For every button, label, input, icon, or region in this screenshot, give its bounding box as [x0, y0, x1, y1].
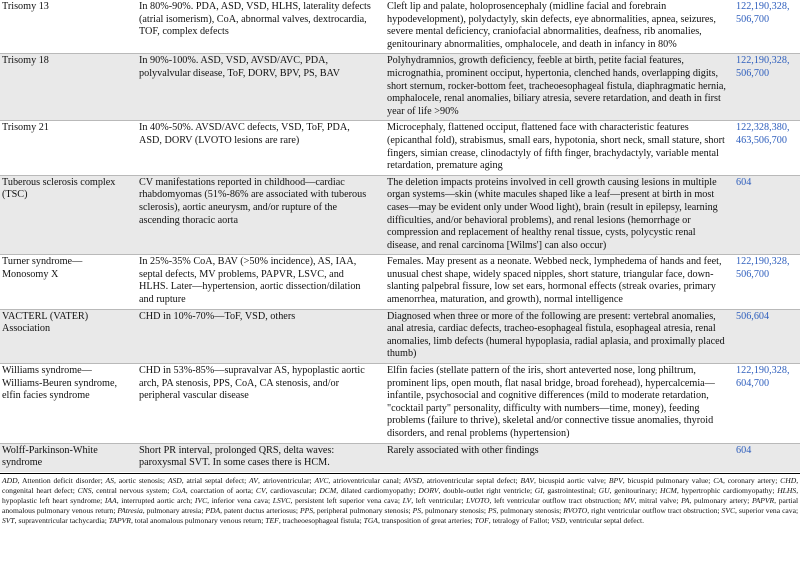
abbreviation-term: AVC: [314, 475, 329, 485]
abbreviation-definition: interrupted aortic arch: [121, 495, 191, 505]
abbreviation-term: IAA: [104, 495, 117, 505]
abbreviation-term: SVC: [721, 506, 736, 516]
syndrome-cell: Trisomy 18: [0, 54, 130, 121]
abbreviation-definition: hypoplastic left heart syndrome: [2, 495, 101, 505]
abbreviation-term: TOF: [474, 516, 489, 526]
abbreviation-definition: dilated cardiomyopathy: [340, 485, 414, 495]
abbreviation-term: ADD: [2, 475, 18, 485]
table-row: [0, 121, 800, 175]
syndrome-cell: VACTERL (VATER) Association: [0, 309, 130, 363]
abbreviation-definition: ventricular septal defect: [569, 516, 643, 526]
references-cell[interactable]: 604: [732, 443, 800, 472]
cardiovascular-cell: CHD in 53%-85%—supravalvar AS, hypoplastic aortic arch, PA stenosis, PPS, CoA, CA stenosis, and/or peripheral vascular disease: [139, 365, 365, 402]
abbreviation-term: BPV: [608, 475, 623, 485]
abbreviation-term: PPS: [299, 506, 314, 516]
noncardiac-findings-cell: Rarely associated with other findings: [377, 443, 732, 472]
syndrome-cell: Williams syndrome—Williams-Beuren syndrome, elfin facies syndrome: [2, 365, 118, 402]
abbreviation-term: LV: [402, 495, 412, 505]
abbreviation-definition: patent ductus arteriosus: [224, 506, 296, 516]
abbreviation-term: GU: [598, 485, 610, 495]
abbreviation-definition: congenital heart defect: [2, 485, 73, 495]
references-cell[interactable]: 122,328,380, 463,506,700: [736, 122, 790, 146]
abbreviation-term: CoA: [172, 485, 186, 495]
abbreviation-definition: left ventricular: [415, 495, 462, 505]
abbreviation-term: PDA: [205, 506, 221, 516]
cardiovascular-cell: In 80%-90%. PDA, ASD, VSD, HLHS, laterality defects (atrial isomerism), CoA, abnormal valves, dextrocardia, TOF, complex defects: [139, 1, 371, 38]
abbreviation-definition: Attention deficit disorder: [21, 475, 101, 485]
cardiovascular-cell: In 90%-100%. ASD, VSD, AVSD/AVC, PDA, polyvalvular disease, ToF, DORV, BPV, PS, BAV: [130, 54, 377, 121]
syndrome-cell: Turner syndrome—Monosomy X: [2, 256, 83, 280]
table-row: [0, 54, 800, 121]
references-cell[interactable]: 122,190,328, 506,700: [732, 54, 800, 121]
references-cell[interactable]: 122,190,328, 506,700: [736, 256, 790, 280]
abbreviation-term: TEF: [265, 516, 279, 526]
references-cell[interactable]: 122,190,328, 604,700: [736, 365, 790, 389]
abbreviation-term: PA: [681, 495, 690, 505]
abbreviation-definition: pulmonary artery: [693, 495, 748, 505]
cardiovascular-cell: CV manifestations reported in childhood—cardiac rhabdomyomas (51%-86% are associated with tuberous sclerosis), aortic aneurysm, and/or rupture of the ascending thoracic aorta: [130, 175, 377, 255]
abbreviation-term: PS: [412, 506, 422, 516]
abbreviation-definition: bicuspid aortic valve: [538, 475, 604, 485]
abbreviation-definition: partial anomalous pulmonary venous return: [2, 495, 799, 516]
abbreviation-term: CV: [255, 485, 266, 495]
abbreviation-definition: central nervous system: [96, 485, 168, 495]
abbreviation-term: CHD: [780, 475, 797, 485]
table-row: [0, 175, 800, 255]
noncardiac-findings-cell: Females. May present as a neonate. Webbed neck, lymphedema of hands and feet, unusual chest shape, widely spaced nipples, short stature, triangular face, down-slanting palpebral fissure, low set ears, hormonal effects (streak ovaries, primary amenorrhea, maturation, and growth), normal intelligence: [387, 256, 722, 306]
abbreviation-term: PAPVR: [751, 495, 775, 505]
abbreviation-term: AS: [105, 475, 114, 485]
noncardiac-findings-cell: The deletion impacts proteins involved in cell growth causing lesions in multiple organ systems—skin (white macules shaped like a leaf—present at birth in most cases—may be evident only under Wood light), brain (result in epilepsy, learning difficulties, and/or behavioral problems), and renal lesions (hemorrhage or compression and replacement of healthy renal tissue, cysts, polycystic renal disease, and renal carcinoma [Wilms'] can also occur): [377, 175, 732, 255]
abbreviation-term: DCM: [319, 485, 337, 495]
abbreviation-definition: atrioventricular: [262, 475, 310, 485]
abbreviation-term: IVC: [194, 495, 208, 505]
noncardiac-findings-cell: Polyhydramnios, growth deficiency, feeble at birth, petite facial features, micrognathia, prominent occiput, hypertonia, clenched hands, overlapping digits, short sternum, rocker-bottom feet, tracheoesophageal fistula, diaphragmatic hernia, omphalocele, renal anomalies, biliary atresia, severe retardation, and death in first year of life >90%: [377, 54, 732, 121]
noncardiac-findings-cell: Microcephaly, flattened occiput, flattened face with characteristic features (epicanthal fold), strabismus, small ears, hypotonia, short neck, small stature, short fingers, simian crease, clinodactyly of fifth finger, brachydactyly, variable mental retardation, premature aging: [387, 122, 725, 172]
abbreviation-term: VSD: [551, 516, 566, 526]
abbreviation-term: PAtresia: [117, 506, 143, 516]
abbreviation-definition: pulmonary stenosis: [500, 506, 560, 516]
abbreviation-definition: genitourinary: [614, 485, 656, 495]
syndrome-cell: Tuberous sclerosis complex (TSC): [0, 175, 130, 255]
table-row: [0, 364, 800, 444]
abbreviation-definition: hypertrophic cardiomyopathy: [681, 485, 773, 495]
abbreviation-definition: tracheoesophageal fistula: [282, 516, 360, 526]
abbreviation-definition: atrioventricular septal defect: [426, 475, 516, 485]
abbreviation-term: LVOTO: [466, 495, 490, 505]
abbreviation-term: CNS: [77, 485, 92, 495]
abbreviation-definition: double-outlet right ventricle: [443, 485, 530, 495]
abbreviation-term: HCM: [660, 485, 677, 495]
abbreviation-definition: total anomalous pulmonary venous return: [134, 516, 262, 526]
references-cell[interactable]: 604: [732, 175, 800, 255]
abbreviation-term: AVSD: [403, 475, 422, 485]
abbreviation-term: RVOTO: [563, 506, 588, 516]
table-row: [0, 443, 800, 472]
references-cell[interactable]: 506,604: [732, 309, 800, 363]
abbreviation-term: GI: [534, 485, 543, 495]
references-cell[interactable]: 122,190,328, 506,700: [736, 1, 790, 25]
abbreviation-term: LSVC: [272, 495, 291, 505]
abbreviation-definition: bicuspid pulmonary value: [627, 475, 709, 485]
abbreviation-term: PS: [487, 506, 497, 516]
table-row: [0, 0, 800, 54]
abbreviation-definition: coronary artery: [727, 475, 776, 485]
cardiovascular-cell: Short PR interval, prolonged QRS, delta waves: paroxysmal SVT. In some cases there is HCM.: [130, 443, 377, 472]
abbreviation-definition: gastrointestinal: [547, 485, 594, 495]
abbreviation-definition: supraventricular tachycardia: [18, 516, 105, 526]
abbreviation-definition: pulmonary atresia: [146, 506, 202, 516]
abbreviation-term: BAV: [520, 475, 534, 485]
noncardiac-findings-cell: Diagnosed when three or more of the following are present: vertebral anomalies, anal atresia, cardiac defects, tracheo-esophageal fistula, esophageal atresia, renal anomalies, limb defects (humeral hypoplasia, radial aplasia, and proximally placed thumb): [377, 309, 732, 363]
abbreviation-definition: pulmonary stenosis: [424, 506, 484, 516]
abbreviation-term: DORV: [418, 485, 439, 495]
table-row: [0, 309, 800, 363]
noncardiac-findings-cell: Elfin facies (stellate pattern of the iris, short anteverted nose, long philtrum, prominent lips, open mouth, flat nasal bridge, broad forehead), hypercalcemia—infantile, psychosocial and cognitive differences (mild to moderate retardation, "cocktail party" personality, difficulty with numbers—time, money), feeding problems (failure to thrive), skeletal and/or connective tissue anomalies, thyroid disorders, and renal problems (hypertension): [387, 365, 715, 439]
abbreviation-definition: persistent left superior vena cava: [294, 495, 398, 505]
cardiovascular-cell: In 40%-50%. AVSD/AVC defects, VSD, ToF, PDA, ASD, DORV (LVOTO lesions are rare): [139, 122, 350, 146]
abbreviation-definition: right ventricular outflow tract obstruction: [591, 506, 718, 516]
abbreviation-definition: atrial septal defect: [186, 475, 245, 485]
abbreviation-definition: cardiovascular: [270, 485, 315, 495]
table-row: [0, 255, 800, 309]
abbreviation-term: CA: [713, 475, 723, 485]
abbreviation-definition: inferior vena cava: [211, 495, 268, 505]
abbreviation-term: ASD: [167, 475, 182, 485]
table-bottom-rule: [0, 473, 800, 474]
abbreviation-definition: peripheral pulmonary stenosis: [316, 506, 409, 516]
abbreviation-definition: tetralogy of Fallot: [492, 516, 548, 526]
abbreviations-footnote: ADD, Attention deficit disorder; AS, aortic stenosis; ASD, atrial septal defect; AV, atrioventricular; AVC, atrioventricular canal; AVSD, atrioventricular septal defect; BAV, bicuspid aortic valve; BPV, bicuspid pulmonary value; CA, coronary artery; CHD, congenital heart defect; CNS, central nervous system; CoA, coarctation of aorta; CV, cardiovascular; DCM, dilated cardiomyopathy; DORV, double-outlet right ventricle; GI, gastrointestinal; GU, genitourinary; HCM, hypertrophic cardiomyopathy; HLHS, hypoplastic left heart syndrome; IAA, interrupted aortic arch; IVC, inferior vena cava; LSVC, persistent left superior vena cava; LV, left ventricular; LVOTO, left ventricular outflow tract obstruction; MV, mitral valve; PA, pulmonary artery; PAPVR, partial anomalous pulmonary venous return; PAtresia, pulmonary atresia; PDA, patent ductus arteriosus; PPS, peripheral pulmonary stenosis; PS, pulmonary stenosis; PS, pulmonary stenosis; RVOTO, right ventricular outflow tract obstruction; SVC, superior vena cava; SVT, supraventricular tachycardia; TAPVR, total anomalous pulmonary venous return; TEF, tracheoesophageal fistula; TGA, transposition of great arteries; TOF, tetralogy of Fallot; VSD, ventricular septal defect.: [2, 475, 799, 526]
abbreviation-definition: transposition of great arteries: [381, 516, 471, 526]
syndrome-cell: Trisomy 13: [2, 1, 49, 12]
abbreviation-term: SVT: [2, 516, 15, 526]
syndrome-cell: Wolff-Parkinson-White syndrome: [0, 443, 130, 472]
abbreviation-term: TAPVR: [108, 516, 131, 526]
abbreviation-term: MV: [623, 495, 635, 505]
noncardiac-findings-cell: Cleft lip and palate, holoprosencephaly (midline facial and forebrain hypodevelopment), polydactyly, skin defects, eye abnormalities, apnea, seizures, severe mental deficiency, craniofacial abnormalities, deafness, rib anomalies, genitourinary abnormalities, omphalocele, and death in infancy in 80%: [387, 1, 716, 50]
syndrome-cell: Trisomy 21: [2, 122, 49, 134]
cardiovascular-cell: In 25%-35% CoA, BAV (>50% incidence), AS, IAA, septal defects, MV problems, PAPVR, LSVC, and HLHS. Later—hypertension, aortic dissection/dilation and rupture: [139, 256, 361, 306]
abbreviation-definition: atrioventricular canal: [333, 475, 399, 485]
abbreviation-term: AV: [249, 475, 258, 485]
abbreviation-definition: aortic stenosis: [118, 475, 163, 485]
abbreviation-term: TGA: [363, 516, 378, 526]
abbreviation-definition: coarctation of aorta: [190, 485, 252, 495]
cardiovascular-cell: CHD in 10%-70%—ToF, VSD, others: [130, 309, 377, 363]
abbreviation-definition: mitral valve: [639, 495, 677, 505]
abbreviation-definition: left ventricular outflow tract obstruction: [494, 495, 619, 505]
abbreviation-term: HLHS: [777, 485, 797, 495]
abbreviation-definition: superior vena cava: [738, 506, 796, 516]
